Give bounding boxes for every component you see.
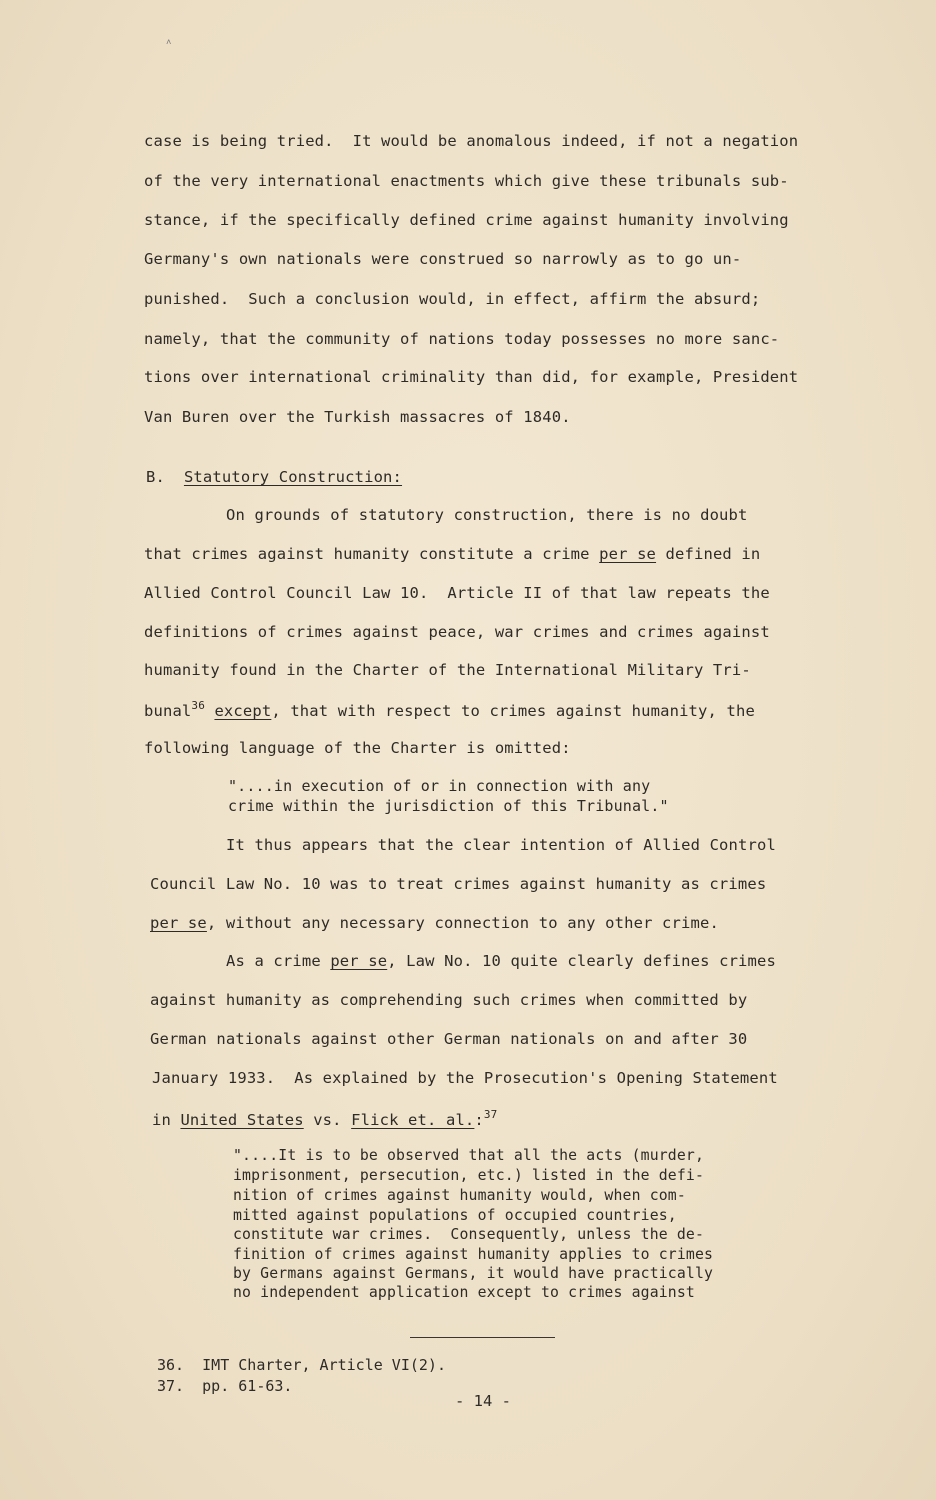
- paragraph-line: Germany's own nationals were construed so narrowly as to go un-: [144, 250, 742, 268]
- paragraph-line: definitions of crimes against peace, war crimes and crimes against: [144, 623, 770, 641]
- footnote: 36. IMT Charter, Article VI(2).: [157, 1356, 446, 1374]
- text-run: bunal: [144, 702, 192, 720]
- quote-line: finition of crimes against humanity applies to crimes: [233, 1246, 714, 1263]
- text-run: that crimes against humanity constitute a crime: [144, 545, 600, 563]
- paragraph-line: tions over international criminality than did, for example, President: [144, 368, 799, 386]
- paragraph-line: of the very international enactments which give these tribunals sub-: [144, 172, 789, 190]
- paragraph-line: humanity found in the Charter of the International Military Tri-: [144, 661, 751, 679]
- paragraph-line: Council Law No. 10 was to treat crimes against humanity as crimes: [150, 875, 767, 893]
- paragraph-line: following language of the Charter is omitted:: [144, 739, 571, 757]
- paragraph-line: [152, 1108, 497, 1129]
- underlined-term: per se: [150, 914, 207, 932]
- paragraph-line: On grounds of statutory construction, there is no doubt: [226, 506, 748, 524]
- footnote: 37. pp. 61-63.: [157, 1377, 293, 1395]
- quote-line: imprisonment, persecution, etc.) listed in the defi-: [233, 1167, 705, 1184]
- paragraph-line: [226, 952, 776, 970]
- underlined-term: per se: [330, 952, 388, 970]
- text-run: As a crime: [226, 952, 331, 970]
- section-label: B.: [146, 468, 165, 486]
- page-number: - 14 -: [455, 1392, 511, 1410]
- text-run: , without any necessary connection to any other crime.: [206, 914, 719, 932]
- section-title: Statutory Construction:: [183, 468, 403, 486]
- footnote-ref: 36: [191, 699, 205, 712]
- section-heading: [146, 468, 402, 486]
- text-run: , that with respect to crimes against humanity, the: [271, 702, 755, 720]
- quote-line: by Germans against Germans, it would have practically: [233, 1265, 714, 1282]
- quote-line: "....in execution of or in connection with any: [228, 777, 651, 795]
- paragraph-line: German nationals against other German nationals on and after 30: [150, 1030, 748, 1048]
- paragraph-line: stance, if the specifically defined crime against humanity involving: [144, 211, 789, 229]
- quote-line: no independent application except to crimes against: [233, 1284, 695, 1301]
- case-name: United States: [180, 1111, 304, 1129]
- paragraph-line: Allied Control Council Law 10. Article II of that law repeats the: [144, 584, 770, 602]
- paragraph-line: January 1933. As explained by the Prosecution's Opening Statement: [152, 1069, 778, 1087]
- paragraph-line: [144, 545, 760, 563]
- quote-line: constitute war crimes. Consequently, unless the de-: [233, 1226, 705, 1243]
- paragraph-line: punished. Such a conclusion would, in effect, affirm the absurd;: [144, 290, 761, 308]
- underlined-term: except: [214, 702, 272, 720]
- paragraph-line: [144, 699, 755, 720]
- text-run: :: [474, 1111, 484, 1129]
- text-run: in: [152, 1111, 181, 1129]
- paragraph-line: [150, 914, 719, 932]
- quote-line: mitted against populations of occupied countries,: [233, 1207, 677, 1224]
- paragraph-line: It thus appears that the clear intention of Allied Control: [226, 836, 776, 854]
- paragraph-line: Van Buren over the Turkish massacres of 1840.: [144, 408, 571, 426]
- footnote-ref: 37: [483, 1108, 498, 1121]
- quote-line: nition of crimes against humanity would, when com-: [233, 1187, 686, 1204]
- quote-line: "....It is to be observed that all the acts (murder,: [233, 1147, 705, 1164]
- quote-line: crime within the jurisdiction of this Tribunal.": [228, 797, 669, 815]
- text-run: defined in: [656, 545, 761, 563]
- paragraph-line: namely, that the community of nations today possesses no more sanc-: [144, 330, 780, 348]
- case-name: Flick et. al.: [351, 1111, 475, 1129]
- footnote-divider: [410, 1337, 555, 1338]
- corner-mark: ˄: [166, 38, 172, 48]
- underlined-term: per se: [599, 545, 657, 563]
- paragraph-line: case is being tried. It would be anomalous indeed, if not a negation: [144, 132, 799, 150]
- text-run: vs.: [303, 1111, 352, 1129]
- paragraph-line: against humanity as comprehending such crimes when committed by: [150, 991, 748, 1009]
- text-run: , Law No. 10 quite clearly defines crimes: [387, 952, 776, 970]
